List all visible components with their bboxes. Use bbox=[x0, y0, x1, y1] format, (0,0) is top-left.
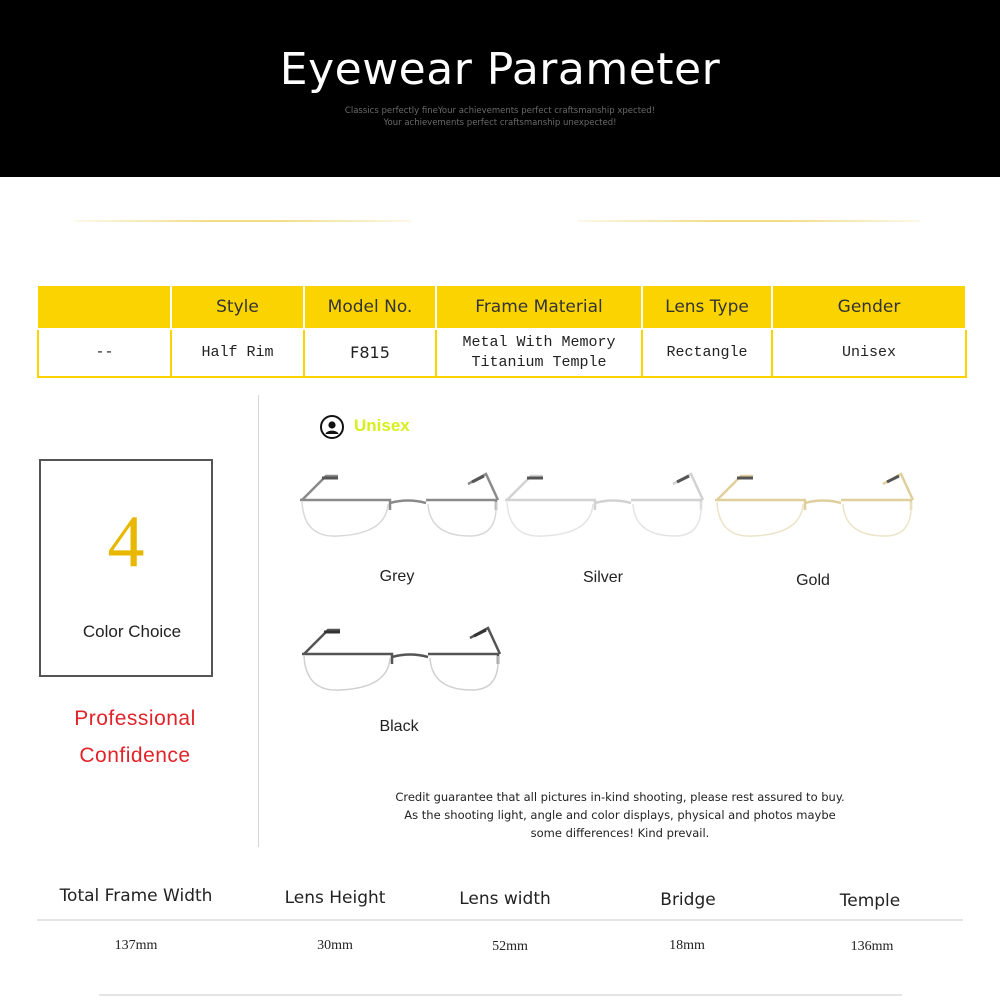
spec-header-cell: Lens Type bbox=[642, 285, 772, 329]
vertical-divider bbox=[258, 395, 259, 847]
spec-header-cell bbox=[38, 285, 171, 329]
spec-cell-material: Metal With Memory Titanium Temple bbox=[436, 329, 642, 377]
measure-header-lens-width: Lens width bbox=[459, 889, 551, 909]
color-label-grey: Grey bbox=[379, 568, 415, 585]
measure-value-lens-width: 52mm bbox=[492, 939, 528, 954]
glasses-gold-image bbox=[713, 470, 933, 550]
spec-table-header-row bbox=[38, 285, 966, 329]
spec-table-row bbox=[38, 329, 966, 377]
spec-header-cell: Frame Material bbox=[436, 285, 642, 329]
spec-header-cell: Model No. bbox=[304, 285, 436, 329]
header-subtitle-1: Classics perfectly fineYour achievements perfect craftsmanship xpected! bbox=[344, 106, 656, 116]
color-label-silver: Silver bbox=[582, 569, 623, 586]
gold-divider-right bbox=[578, 220, 920, 222]
notice-line: some differences! Kind prevail. bbox=[530, 826, 710, 840]
measure-header-frame-width: Total Frame Width bbox=[59, 886, 213, 906]
color-label-black: Black bbox=[379, 718, 419, 735]
person-icon bbox=[320, 415, 344, 439]
bottom-divider bbox=[99, 994, 902, 996]
page-title: Eyewear Parameter bbox=[279, 44, 721, 95]
spec-header-cell: Gender bbox=[772, 285, 966, 329]
tagline-line-2: Confidence bbox=[79, 744, 191, 767]
color-choice-label: Color Choice bbox=[82, 622, 182, 641]
measure-divider bbox=[37, 919, 963, 921]
notice-line: Credit guarantee that all pictures in-kind shooting, please rest assured to buy. bbox=[395, 790, 845, 804]
color-label-gold: Gold bbox=[796, 572, 830, 589]
spec-table bbox=[37, 284, 967, 378]
measure-value-lens-height: 30mm bbox=[317, 938, 353, 953]
glasses-silver-image bbox=[503, 470, 723, 550]
spec-cell: F815 bbox=[304, 329, 436, 377]
measure-value-temple: 136mm bbox=[850, 939, 894, 954]
gender-label: Unisex bbox=[354, 416, 410, 435]
spec-cell: Unisex bbox=[772, 329, 966, 377]
tagline-line-1: Professional bbox=[74, 707, 196, 730]
measure-value-bridge: 18mm bbox=[669, 938, 705, 953]
spec-cell: Half Rim bbox=[171, 329, 304, 377]
gold-divider-left bbox=[76, 220, 411, 222]
glasses-grey-image bbox=[298, 470, 518, 550]
measure-header-lens-height: Lens Height bbox=[284, 888, 386, 908]
header-subtitle-2: Your achievements perfect craftsmanship unexpected! bbox=[383, 118, 617, 128]
glasses-black-image bbox=[300, 624, 520, 704]
spec-header-cell: Style bbox=[171, 285, 304, 329]
color-count: 4 bbox=[107, 501, 145, 583]
shooting-notice bbox=[330, 788, 910, 842]
measure-header-bridge: Bridge bbox=[660, 890, 716, 910]
spec-cell: -- bbox=[38, 329, 171, 377]
measure-header-temple: Temple bbox=[839, 891, 901, 911]
notice-line: As the shooting light, angle and color displays, physical and photos maybe bbox=[404, 808, 836, 822]
measure-value-frame-width: 137mm bbox=[114, 938, 158, 953]
spec-cell: Rectangle bbox=[642, 329, 772, 377]
